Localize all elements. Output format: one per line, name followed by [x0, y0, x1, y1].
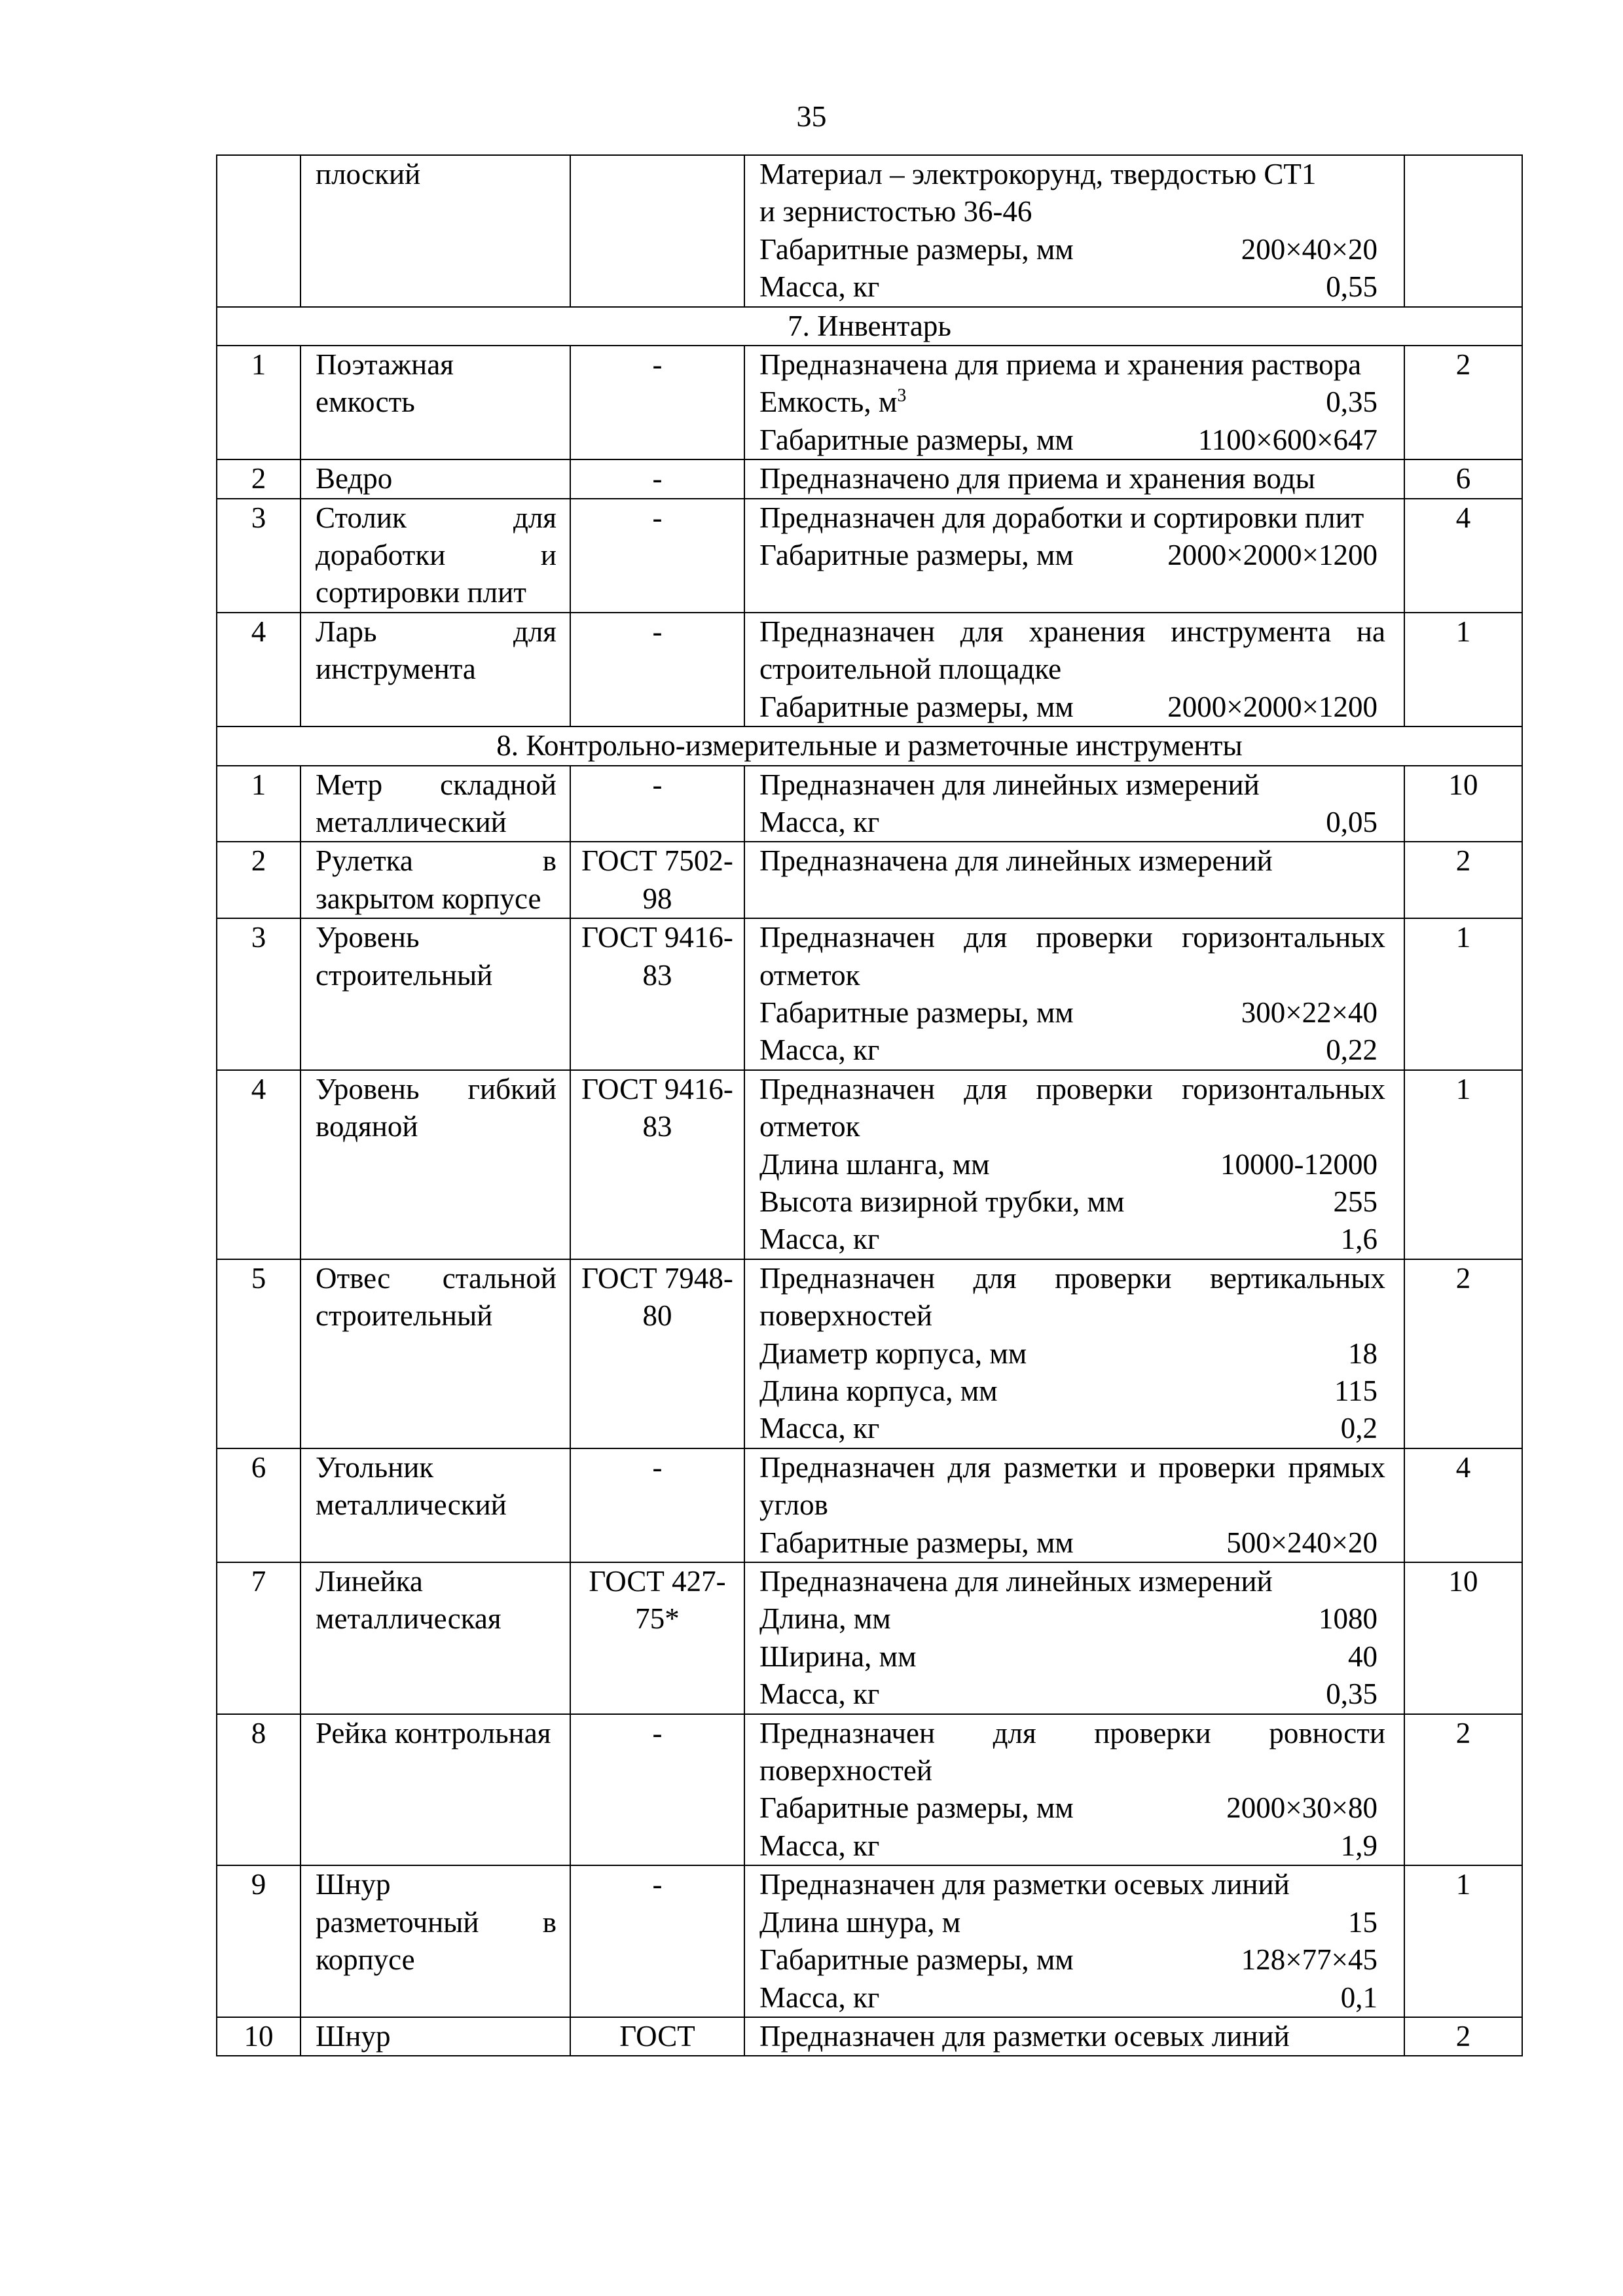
- table-row: [217, 1448, 1522, 1562]
- param-line: [759, 422, 1385, 459]
- item-number: 5: [217, 1259, 301, 1448]
- item-name: Ведро: [301, 459, 570, 498]
- item-description: [744, 1714, 1404, 1866]
- param-line: [759, 1638, 1385, 1676]
- param-label: Длина корпуса, мм: [759, 1374, 998, 1407]
- param-value: 2000×30×80: [1226, 1791, 1377, 1825]
- item-standard: -: [570, 499, 744, 613]
- param-line: [759, 1600, 1385, 1638]
- param-line: [759, 1904, 1385, 1941]
- item-standard: ГОСТ 9416-83: [570, 1070, 744, 1259]
- param-label: Высота визирной трубки, мм: [759, 1185, 1125, 1218]
- desc-text: Предназначена для линейных измерений: [759, 1565, 1273, 1598]
- param-label: Длина шнура, м: [759, 1905, 961, 1939]
- item-quantity: 10: [1404, 766, 1522, 842]
- item-description: [744, 1070, 1404, 1259]
- item-quantity: 2: [1404, 2017, 1522, 2056]
- desc-text: Предназначен для разметки осевых линий: [759, 2019, 1290, 2053]
- param-label: Габаритные размеры, мм: [759, 1943, 1074, 1977]
- item-standard: -: [570, 1448, 744, 1562]
- item-name: Рулетка в закрытом корпусе: [301, 842, 570, 918]
- item-description: [744, 346, 1404, 459]
- param-line: [759, 1827, 1385, 1865]
- table-row: [217, 459, 1522, 498]
- param-value: 2000×2000×1200: [1167, 690, 1377, 723]
- item-name: Шнур: [301, 2017, 570, 2056]
- param-label: Ширина, мм: [759, 1640, 917, 1673]
- item-name: Угольник металлический: [301, 1448, 570, 1562]
- item-standard: -: [570, 459, 744, 498]
- param-label: Масса, кг: [759, 1033, 880, 1067]
- item-number: 1: [217, 346, 301, 459]
- item-quantity: 2: [1404, 1714, 1522, 1866]
- desc-text: Предназначено для приема и хранения воды: [759, 462, 1315, 495]
- table-row: [217, 766, 1522, 842]
- param-label: Диаметр корпуса, мм: [759, 1336, 1027, 1370]
- param-value: 255: [1333, 1185, 1377, 1218]
- param-line: [759, 1183, 1385, 1221]
- param-label: Габаритные размеры, мм: [759, 1791, 1074, 1825]
- item-number: 2: [217, 842, 301, 918]
- item-quantity: 1: [1404, 1070, 1522, 1259]
- desc-text: Предназначен для доработки и сортировки плит: [759, 501, 1364, 534]
- param-label: Габаритные размеры, мм: [759, 690, 1074, 723]
- table-row: [217, 613, 1522, 726]
- item-name: Уровень гибкий водяной: [301, 1070, 570, 1259]
- param-value: 500×240×20: [1226, 1526, 1377, 1559]
- desc-text: Предназначена для приема и хранения раствора: [759, 348, 1362, 382]
- section-row: [217, 726, 1522, 765]
- item-quantity: 1: [1404, 613, 1522, 726]
- item-number: 8: [217, 1714, 301, 1866]
- param-label: Габаритные размеры, мм: [759, 996, 1074, 1029]
- item-number: 9: [217, 1865, 301, 2017]
- param-line: Масса, кг 0,55: [759, 270, 1377, 304]
- desc-text: Предназначен для разметки осевых линий: [759, 1868, 1290, 1901]
- table-row: [217, 1865, 1522, 2017]
- param-label: Масса, кг: [759, 1829, 880, 1862]
- param-line: [759, 1979, 1385, 2017]
- table-row: [217, 842, 1522, 918]
- param-line: [759, 537, 1385, 574]
- param-label: Емкость, м: [759, 386, 898, 419]
- param-value: 18: [1348, 1336, 1377, 1370]
- item-standard: -: [570, 613, 744, 726]
- item-standard: -: [570, 1714, 744, 1866]
- param-line: [759, 689, 1385, 726]
- param-value: 15: [1348, 1905, 1377, 1939]
- param-line: [759, 1221, 1385, 1258]
- item-number: 4: [217, 1070, 301, 1259]
- table-row: [217, 155, 1522, 307]
- param-value: 40: [1348, 1640, 1377, 1673]
- item-description: [744, 459, 1404, 498]
- item-standard: -: [570, 766, 744, 842]
- param-line: [759, 1335, 1385, 1372]
- desc-line: Материал – электрокорунд, твердостью СТ1: [759, 158, 1317, 190]
- param-label: Масса, кг: [759, 1981, 880, 2014]
- item-name: Столик для доработки и сортировки плит: [301, 499, 570, 613]
- param-value: 0,35: [1326, 386, 1377, 419]
- param-value: 1,9: [1340, 1829, 1377, 1862]
- item-standard: ГОСТ 9416-83: [570, 918, 744, 1070]
- desc-text: Предназначен для проверки вертикальных поверхностей: [759, 1261, 1385, 1333]
- item-standard: -: [570, 1865, 744, 2017]
- item-description: [744, 766, 1404, 842]
- item-quantity: 4: [1404, 1448, 1522, 1562]
- desc-text: Предназначен для проверки горизонтальных отметок: [759, 921, 1385, 992]
- item-number: 3: [217, 918, 301, 1070]
- table-row: [217, 1070, 1522, 1259]
- param-line: [759, 1789, 1385, 1827]
- item-description: [744, 842, 1404, 918]
- param-value: 1080: [1319, 1602, 1377, 1636]
- item-quantity: 2: [1404, 1259, 1522, 1448]
- param-value: 115: [1334, 1374, 1377, 1407]
- param-label: Длина, мм: [759, 1602, 891, 1636]
- item-standard: -: [570, 346, 744, 459]
- param-value: 1100×600×647: [1197, 423, 1377, 456]
- section-row: [217, 307, 1522, 346]
- param-label: Масса, кг: [759, 1677, 880, 1711]
- param-label: Масса, кг: [759, 1412, 880, 1445]
- param-label: Масса, кг: [759, 805, 880, 838]
- table-row: [217, 918, 1522, 1070]
- section-title: 7. Инвентарь: [217, 307, 1522, 346]
- item-standard: ГОСТ 7948-80: [570, 1259, 744, 1448]
- param-label: Габаритные размеры, мм: [759, 423, 1074, 456]
- param-line: [759, 804, 1385, 841]
- item-description: [744, 1448, 1404, 1562]
- item-number: 7: [217, 1562, 301, 1714]
- item-standard: ГОСТ 427-75*: [570, 1562, 744, 1714]
- item-name: Линейка металлическая: [301, 1562, 570, 1714]
- item-name: плоский: [301, 155, 570, 307]
- param-label: Длина шланга, мм: [759, 1147, 990, 1181]
- item-name: Уровень строительный: [301, 918, 570, 1070]
- item-name: Поэтажная емкость: [301, 346, 570, 459]
- param-value: 2000×2000×1200: [1167, 539, 1377, 572]
- item-description: [744, 1865, 1404, 2017]
- section-title: 8. Контрольно-измерительные и разметочные инструменты: [217, 726, 1522, 765]
- desc-text: Предназначен для проверки ровности поверхностей: [759, 1716, 1385, 1787]
- item-name: Метр складной металлический: [301, 766, 570, 842]
- item-number: 2: [217, 459, 301, 498]
- item-quantity: 2: [1404, 346, 1522, 459]
- item-number: 4: [217, 613, 301, 726]
- desc-text: Предназначен для хранения инструмента на строительной площадке: [759, 615, 1385, 686]
- item-name: Ларь для инструмента: [301, 613, 570, 726]
- table-row: [217, 499, 1522, 613]
- table-row: [217, 346, 1522, 459]
- tools-table: [216, 154, 1523, 2056]
- desc-text: Предназначена для линейных измерений: [759, 844, 1273, 878]
- param-line: [759, 1676, 1385, 1713]
- param-line: Габаритные размеры, мм 200×40×20: [759, 232, 1377, 266]
- desc-text: Предназначен для линейных измерений: [759, 768, 1260, 801]
- param-label: Габаритные размеры, мм: [759, 1526, 1074, 1559]
- item-quantity: 1: [1404, 918, 1522, 1070]
- param-value: 0,2: [1340, 1412, 1377, 1445]
- param-line: [759, 384, 1385, 421]
- table-row: [217, 1714, 1522, 1866]
- param-value: 128×77×45: [1241, 1943, 1377, 1977]
- item-number: 6: [217, 1448, 301, 1562]
- param-value: 1,6: [1340, 1223, 1377, 1256]
- table-row: [217, 2017, 1522, 2056]
- param-label: Габаритные размеры, мм: [759, 539, 1074, 572]
- param-line: [759, 1372, 1385, 1410]
- item-quantity: 1: [1404, 1865, 1522, 2017]
- item-quantity: 2: [1404, 842, 1522, 918]
- table-row: [217, 1259, 1522, 1448]
- item-description: [744, 613, 1404, 726]
- param-line: [759, 1524, 1385, 1562]
- item-quantity: 10: [1404, 1562, 1522, 1714]
- param-sup: 3: [897, 386, 907, 406]
- param-value: 0,35: [1326, 1677, 1377, 1711]
- page-number: 35: [796, 99, 827, 133]
- param-line: [759, 1941, 1385, 1979]
- item-quantity: 6: [1404, 459, 1522, 498]
- param-value: 300×22×40: [1241, 996, 1377, 1029]
- param-value: 0,22: [1326, 1033, 1377, 1067]
- item-description: [744, 155, 1404, 307]
- item-name: Рейка контрольная: [301, 1714, 570, 1866]
- item-description: [744, 918, 1404, 1070]
- param-line: [759, 994, 1385, 1031]
- param-label: Масса, кг: [759, 1223, 880, 1256]
- param-line: [759, 1031, 1385, 1069]
- item-quantity: 4: [1404, 499, 1522, 613]
- item-number: 1: [217, 766, 301, 842]
- item-description: [744, 1562, 1404, 1714]
- item-description: [744, 1259, 1404, 1448]
- item-standard: ГОСТ: [570, 2017, 744, 2056]
- desc-text: Предназначен для разметки и проверки прямых углов: [759, 1450, 1385, 1522]
- item-description: [744, 499, 1404, 613]
- desc-text: Предназначен для проверки горизонтальных отметок: [759, 1072, 1385, 1143]
- param-value: 0,05: [1326, 805, 1377, 838]
- item-standard: ГОСТ 7502-98: [570, 842, 744, 918]
- param-line: [759, 1146, 1385, 1183]
- item-description: [744, 2017, 1404, 2056]
- item-name: Отвес стальной строительный: [301, 1259, 570, 1448]
- param-line: [759, 1410, 1385, 1447]
- desc-line: и зернистостью 36-46: [759, 195, 1032, 228]
- item-number: 10: [217, 2017, 301, 2056]
- item-name: Шнур разметочный в корпусе: [301, 1865, 570, 2017]
- param-value: 10000-12000: [1220, 1147, 1377, 1181]
- param-value: 0,1: [1340, 1981, 1377, 2014]
- table-row: [217, 1562, 1522, 1714]
- item-number: 3: [217, 499, 301, 613]
